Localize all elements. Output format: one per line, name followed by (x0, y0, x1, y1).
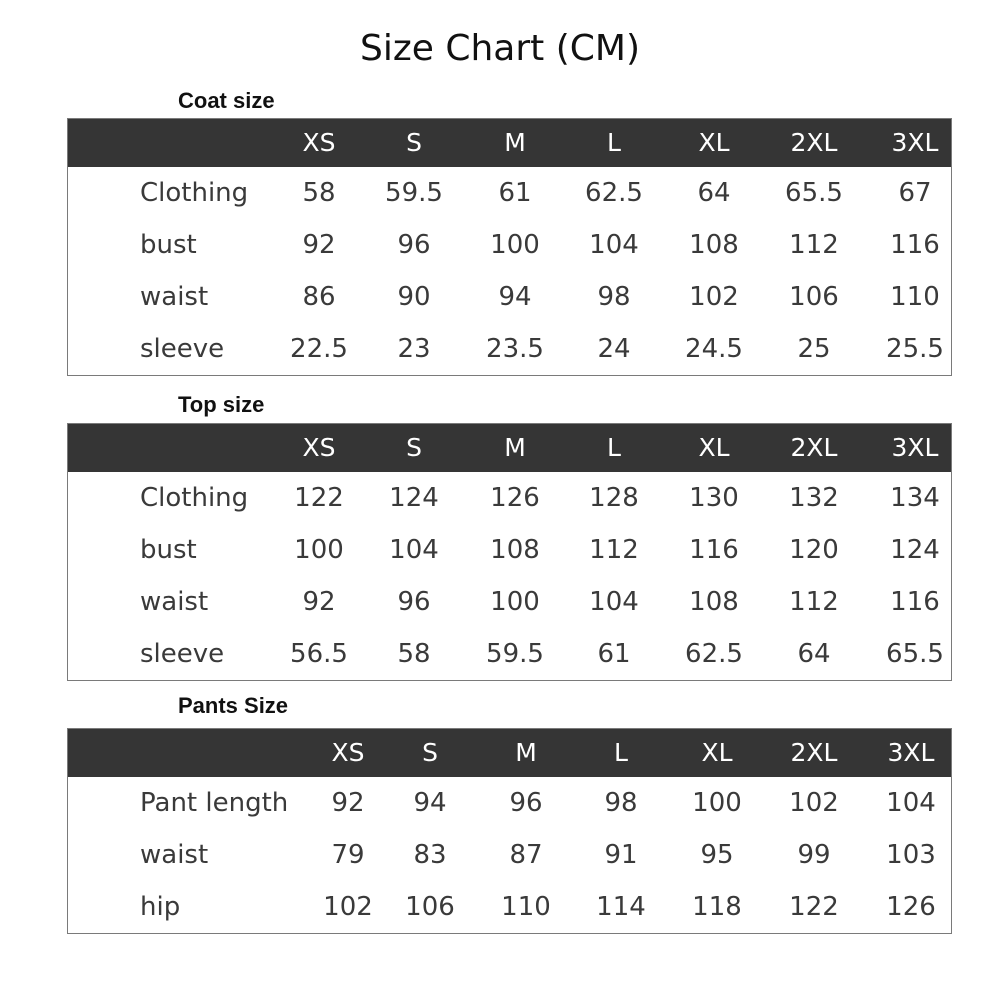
table-cell: 25.5 (886, 334, 944, 364)
table-cell: 96 (397, 230, 431, 260)
table-cell: 106 (789, 282, 839, 312)
coat-size-label: Coat size (178, 88, 275, 113)
table-cell: 102 (323, 892, 373, 922)
table-cell: 100 (490, 230, 540, 260)
table-cell: 104 (389, 535, 439, 565)
table-header-row (68, 729, 951, 777)
top-size-table (67, 423, 952, 681)
table-cell: 64 (697, 178, 731, 208)
size-header-cell: 2XL (790, 128, 838, 157)
size-header-cell: XL (698, 433, 730, 462)
row-label: Clothing (140, 178, 249, 208)
table-cell: 130 (689, 483, 739, 513)
table-cell: 86 (302, 282, 336, 312)
table-cell: 100 (692, 788, 742, 818)
table-row (68, 524, 951, 576)
size-header-cell: S (406, 128, 422, 157)
size-header-cell: S (422, 738, 438, 767)
size-header-cell: XS (302, 128, 336, 157)
table-cell: 114 (596, 892, 646, 922)
table-cell: 22.5 (290, 334, 348, 364)
size-header-cell: 2XL (790, 433, 838, 462)
table-cell: 58 (302, 178, 336, 208)
table-cell: 65.5 (785, 178, 843, 208)
size-header-cell: M (504, 433, 526, 462)
table-cell: 134 (890, 483, 940, 513)
table-cell: 128 (589, 483, 639, 513)
table-cell: 98 (597, 282, 631, 312)
row-label: sleeve (140, 334, 225, 364)
table-cell: 24.5 (685, 334, 743, 364)
top-size-label: Top size (178, 392, 265, 417)
size-header-cell: XS (331, 738, 365, 767)
table-row (68, 472, 951, 524)
table-cell: 110 (501, 892, 551, 922)
table-cell: 122 (789, 892, 839, 922)
pants-size-table (67, 728, 952, 934)
size-header-cell: L (607, 128, 621, 157)
table-cell: 83 (413, 840, 447, 870)
table-cell: 124 (890, 535, 940, 565)
size-header-cell: M (515, 738, 537, 767)
table-cell: 25 (797, 334, 831, 364)
table-cell: 116 (890, 587, 940, 617)
table-cell: 62.5 (685, 639, 743, 669)
table-cell: 56.5 (290, 639, 348, 669)
table-header-row (68, 119, 951, 167)
size-header-cell: L (607, 433, 621, 462)
row-label: Pant length (140, 788, 289, 818)
size-header-cell: XS (302, 433, 336, 462)
table-row (68, 167, 951, 219)
table-cell: 92 (331, 788, 365, 818)
table-cell: 118 (692, 892, 742, 922)
table-cell: 96 (397, 587, 431, 617)
table-cell: 67 (898, 178, 932, 208)
table-cell: 92 (302, 230, 336, 260)
size-header-cell: 3XL (891, 128, 939, 157)
table-cell: 95 (700, 840, 734, 870)
size-header-cell: 2XL (790, 738, 838, 767)
pants-size-label: Pants Size (178, 693, 289, 718)
table-cell: 23.5 (486, 334, 544, 364)
table-cell: 65.5 (886, 639, 944, 669)
table-cell: 110 (890, 282, 940, 312)
row-label: sleeve (140, 639, 225, 669)
size-header-cell: XL (701, 738, 733, 767)
table-cell: 122 (294, 483, 344, 513)
table-cell: 108 (490, 535, 540, 565)
table-cell: 104 (886, 788, 936, 818)
table-cell: 90 (397, 282, 431, 312)
row-label: Clothing (140, 483, 249, 513)
size-header-cell: M (504, 128, 526, 157)
table-cell: 112 (789, 230, 839, 260)
table-cell: 108 (689, 230, 739, 260)
table-cell: 61 (597, 639, 631, 669)
size-header-cell: S (406, 433, 422, 462)
table-cell: 126 (490, 483, 540, 513)
table-cell: 91 (604, 840, 638, 870)
table-header-row (68, 424, 951, 472)
table-cell: 99 (797, 840, 831, 870)
table-row (68, 219, 951, 271)
size-header-cell: L (614, 738, 628, 767)
table-cell: 64 (797, 639, 831, 669)
row-label: waist (140, 282, 209, 312)
table-row (68, 777, 951, 829)
table-cell: 112 (789, 587, 839, 617)
table-cell: 87 (509, 840, 543, 870)
table-cell: 100 (490, 587, 540, 617)
row-label: bust (140, 535, 197, 565)
table-cell: 106 (405, 892, 455, 922)
table-cell: 104 (589, 587, 639, 617)
row-label: bust (140, 230, 197, 260)
row-label: hip (140, 892, 181, 922)
table-cell: 124 (389, 483, 439, 513)
table-row (68, 881, 951, 933)
table-cell: 62.5 (585, 178, 643, 208)
table-row (68, 628, 951, 680)
table-cell: 132 (789, 483, 839, 513)
size-header-cell: 3XL (891, 433, 939, 462)
page-title: Size Chart (CM) (359, 28, 640, 69)
table-cell: 102 (689, 282, 739, 312)
size-header-cell: XL (698, 128, 730, 157)
row-label: waist (140, 840, 209, 870)
table-cell: 92 (302, 587, 336, 617)
table-cell: 61 (498, 178, 532, 208)
table-cell: 116 (890, 230, 940, 260)
table-row (68, 576, 951, 628)
table-row (68, 829, 951, 881)
table-cell: 59.5 (385, 178, 443, 208)
table-row (68, 323, 951, 375)
row-label: waist (140, 587, 209, 617)
table-cell: 120 (789, 535, 839, 565)
table-cell: 79 (331, 840, 365, 870)
coat-size-table (67, 118, 952, 376)
table-cell: 102 (789, 788, 839, 818)
table-cell: 98 (604, 788, 638, 818)
table-cell: 94 (413, 788, 447, 818)
table-cell: 103 (886, 840, 936, 870)
table-cell: 104 (589, 230, 639, 260)
table-cell: 112 (589, 535, 639, 565)
table-cell: 23 (397, 334, 431, 364)
table-row (68, 271, 951, 323)
table-cell: 58 (397, 639, 431, 669)
table-cell: 59.5 (486, 639, 544, 669)
table-cell: 24 (597, 334, 631, 364)
table-cell: 100 (294, 535, 344, 565)
table-cell: 94 (498, 282, 532, 312)
size-header-cell: 3XL (887, 738, 935, 767)
table-cell: 96 (509, 788, 543, 818)
table-cell: 116 (689, 535, 739, 565)
table-cell: 108 (689, 587, 739, 617)
table-cell: 126 (886, 892, 936, 922)
